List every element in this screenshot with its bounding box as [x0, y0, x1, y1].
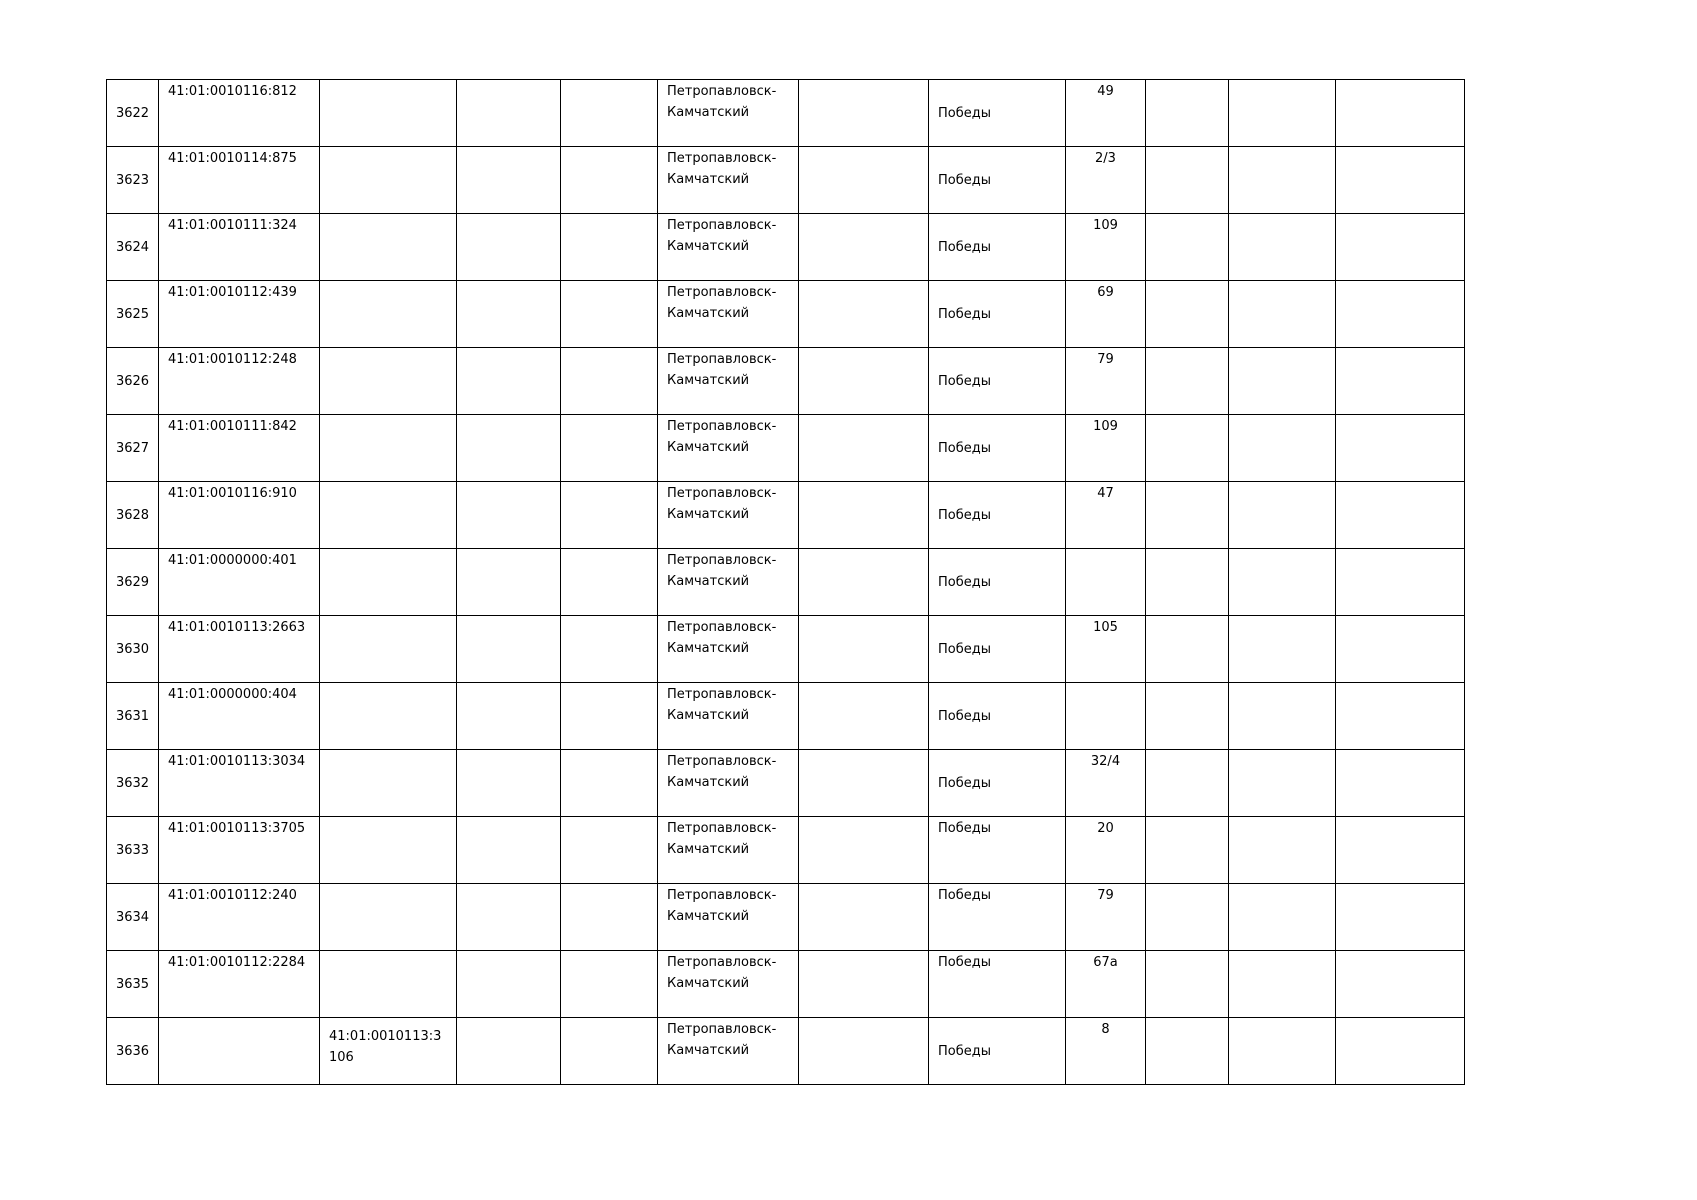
table-row	[107, 616, 1465, 683]
row-number: 3628	[115, 507, 150, 523]
empty-cell	[799, 750, 929, 817]
cadastral-number-cell	[159, 214, 320, 281]
empty-cell	[1146, 750, 1229, 817]
city-cell	[658, 549, 799, 616]
related-cadastral-number-cell	[320, 482, 457, 549]
empty-cell	[1229, 214, 1336, 281]
empty-cell	[1146, 817, 1229, 884]
city-name-line-1: Петропавловск-	[667, 352, 777, 367]
empty-cell	[1229, 683, 1336, 750]
house-number-cell	[1066, 1018, 1146, 1085]
table-row	[107, 348, 1465, 415]
registry-table	[106, 79, 1465, 1085]
row-number-cell	[107, 616, 159, 683]
row-number: 3635	[115, 976, 150, 992]
city-cell	[658, 482, 799, 549]
street-name: Победы	[938, 1043, 991, 1059]
row-number: 3623	[115, 172, 150, 188]
city-cell	[658, 214, 799, 281]
empty-cell	[561, 348, 658, 415]
empty-cell	[1146, 884, 1229, 951]
house-number-cell	[1066, 683, 1146, 750]
street-cell	[929, 616, 1066, 683]
street-cell	[929, 281, 1066, 348]
empty-cell	[1146, 1018, 1229, 1085]
table-row	[107, 549, 1465, 616]
house-number-cell	[1066, 348, 1146, 415]
city-name-line-1: Петропавловск-	[667, 687, 777, 702]
cadastral-number: 41:01:0010116:812	[168, 84, 297, 99]
street-cell	[929, 817, 1066, 884]
row-number: 3632	[115, 775, 150, 791]
house-number: 67а	[1093, 955, 1118, 970]
related-cadastral-number-cell	[320, 281, 457, 348]
empty-cell	[1336, 415, 1465, 482]
house-number-cell	[1066, 817, 1146, 884]
city-name-line-2: Камчатский	[667, 1043, 750, 1058]
street-cell	[929, 482, 1066, 549]
empty-cell	[1229, 549, 1336, 616]
related-cadastral-number-cell	[320, 549, 457, 616]
empty-cell	[799, 549, 929, 616]
cadastral-number: 41:01:0010111:842	[168, 419, 297, 434]
city-cell	[658, 884, 799, 951]
row-number-cell	[107, 884, 159, 951]
table-row	[107, 281, 1465, 348]
table-row	[107, 482, 1465, 549]
cadastral-number-cell	[159, 281, 320, 348]
street-name: Победы	[938, 373, 991, 389]
row-number: 3630	[115, 641, 150, 657]
related-cadastral-number-cell	[320, 348, 457, 415]
empty-cell	[1336, 683, 1465, 750]
city-name-line-2: Камчатский	[667, 373, 750, 388]
street-cell	[929, 348, 1066, 415]
table-row	[107, 951, 1465, 1018]
empty-cell	[799, 214, 929, 281]
city-name-line-1: Петропавловск-	[667, 419, 777, 434]
street-cell	[929, 1018, 1066, 1085]
empty-cell	[799, 616, 929, 683]
empty-cell	[1229, 147, 1336, 214]
house-number-cell	[1066, 951, 1146, 1018]
empty-cell	[1146, 348, 1229, 415]
house-number: 79	[1097, 888, 1114, 903]
cadastral-number-cell	[159, 817, 320, 884]
empty-cell	[561, 147, 658, 214]
empty-cell	[799, 80, 929, 147]
city-name-line-2: Камчатский	[667, 842, 750, 857]
empty-cell	[457, 415, 561, 482]
house-number: 105	[1093, 620, 1118, 635]
related-cadastral-number-cell	[320, 683, 457, 750]
city-cell	[658, 750, 799, 817]
row-number: 3631	[115, 708, 150, 724]
table-row	[107, 884, 1465, 951]
row-number-cell	[107, 281, 159, 348]
street-name: Победы	[938, 775, 991, 791]
empty-cell	[457, 482, 561, 549]
empty-cell	[1336, 884, 1465, 951]
empty-cell	[1146, 281, 1229, 348]
empty-cell	[457, 750, 561, 817]
house-number: 20	[1097, 821, 1114, 836]
row-number-cell	[107, 549, 159, 616]
house-number: 8	[1101, 1022, 1110, 1037]
row-number-cell	[107, 214, 159, 281]
cadastral-number-cell	[159, 616, 320, 683]
city-name-line-1: Петропавловск-	[667, 553, 777, 568]
empty-cell	[1229, 415, 1336, 482]
row-number-cell	[107, 147, 159, 214]
house-number-cell	[1066, 415, 1146, 482]
related-cadastral-number-cell	[320, 884, 457, 951]
empty-cell	[1146, 147, 1229, 214]
row-number: 3629	[115, 574, 150, 590]
related-cadastral-number-cell	[320, 214, 457, 281]
row-number: 3622	[115, 105, 150, 121]
empty-cell	[457, 281, 561, 348]
street-cell	[929, 147, 1066, 214]
row-number-cell	[107, 951, 159, 1018]
street-cell	[929, 80, 1066, 147]
empty-cell	[1229, 348, 1336, 415]
cadastral-number-cell	[159, 348, 320, 415]
cadastral-number: 41:01:0010113:2663	[168, 620, 306, 635]
house-number-cell	[1066, 750, 1146, 817]
related-cadastral-number-cell	[320, 80, 457, 147]
empty-cell	[1146, 80, 1229, 147]
cadastral-number-cell	[159, 482, 320, 549]
city-cell	[658, 616, 799, 683]
street-name: Победы	[938, 888, 991, 903]
empty-cell	[457, 1018, 561, 1085]
street-cell	[929, 683, 1066, 750]
house-number: 47	[1097, 486, 1114, 501]
empty-cell	[799, 415, 929, 482]
empty-cell	[457, 817, 561, 884]
cadastral-number-cell	[159, 147, 320, 214]
city-cell	[658, 817, 799, 884]
city-name-line-1: Петропавловск-	[667, 821, 777, 836]
city-name-line-1: Петропавловск-	[667, 754, 777, 769]
empty-cell	[1336, 147, 1465, 214]
house-number-cell	[1066, 147, 1146, 214]
street-name: Победы	[938, 708, 991, 724]
empty-cell	[457, 80, 561, 147]
table-row	[107, 1018, 1465, 1085]
row-number: 3625	[115, 306, 150, 322]
city-name-line-1: Петропавловск-	[667, 151, 777, 166]
street-name: Победы	[938, 105, 991, 121]
city-name-line-2: Камчатский	[667, 909, 750, 924]
street-name: Победы	[938, 306, 991, 322]
house-number: 2/3	[1095, 151, 1116, 166]
table-row	[107, 817, 1465, 884]
city-name-line-1: Петропавловск-	[667, 620, 777, 635]
row-number: 3624	[115, 239, 150, 255]
empty-cell	[1229, 80, 1336, 147]
empty-cell	[1336, 951, 1465, 1018]
empty-cell	[1336, 616, 1465, 683]
city-name-line-2: Камчатский	[667, 172, 750, 187]
empty-cell	[561, 415, 658, 482]
house-number-cell	[1066, 281, 1146, 348]
house-number-cell	[1066, 80, 1146, 147]
empty-cell	[1336, 549, 1465, 616]
street-cell	[929, 750, 1066, 817]
empty-cell	[1336, 1018, 1465, 1085]
house-number: 109	[1093, 218, 1118, 233]
empty-cell	[1336, 817, 1465, 884]
empty-cell	[561, 616, 658, 683]
row-number-cell	[107, 750, 159, 817]
house-number: 49	[1097, 84, 1114, 99]
city-cell	[658, 415, 799, 482]
table-row	[107, 415, 1465, 482]
empty-cell	[1229, 616, 1336, 683]
city-name-line-1: Петропавловск-	[667, 1022, 777, 1037]
cadastral-number-cell	[159, 80, 320, 147]
empty-cell	[1229, 817, 1336, 884]
related-cadastral-number-cell	[320, 1018, 457, 1085]
table-row	[107, 750, 1465, 817]
city-name-line-2: Камчатский	[667, 641, 750, 656]
house-number-cell	[1066, 214, 1146, 281]
empty-cell	[1336, 281, 1465, 348]
row-number-cell	[107, 1018, 159, 1085]
row-number-cell	[107, 415, 159, 482]
empty-cell	[1336, 750, 1465, 817]
city-cell	[658, 80, 799, 147]
empty-cell	[1229, 884, 1336, 951]
city-cell	[658, 1018, 799, 1085]
house-number: 32/4	[1090, 754, 1121, 769]
city-cell	[658, 348, 799, 415]
empty-cell	[561, 549, 658, 616]
city-name-line-2: Камчатский	[667, 306, 750, 321]
street-name: Победы	[938, 641, 991, 657]
empty-cell	[1229, 750, 1336, 817]
row-number-cell	[107, 683, 159, 750]
related-cadastral-number-cell	[320, 817, 457, 884]
street-name: Победы	[938, 239, 991, 255]
cadastral-number: 41:01:0010112:240	[168, 888, 297, 903]
city-name-line-2: Камчатский	[667, 507, 750, 522]
cadastral-number-cell	[159, 750, 320, 817]
table-row	[107, 80, 1465, 147]
row-number-cell	[107, 817, 159, 884]
city-name-line-2: Камчатский	[667, 440, 750, 455]
row-number-cell	[107, 482, 159, 549]
empty-cell	[457, 884, 561, 951]
city-name-line-2: Камчатский	[667, 775, 750, 790]
empty-cell	[457, 951, 561, 1018]
row-number-cell	[107, 348, 159, 415]
cadastral-number-cell	[159, 951, 320, 1018]
house-number-cell	[1066, 884, 1146, 951]
table-row	[107, 683, 1465, 750]
cadastral-number: 41:01:0010113:3034	[168, 754, 306, 769]
empty-cell	[561, 884, 658, 951]
cadastral-number-cell	[159, 549, 320, 616]
city-name-line-1: Петропавловск-	[667, 218, 777, 233]
street-cell	[929, 951, 1066, 1018]
empty-cell	[799, 281, 929, 348]
house-number-cell	[1066, 549, 1146, 616]
empty-cell	[457, 214, 561, 281]
street-cell	[929, 884, 1066, 951]
street-name: Победы	[938, 172, 991, 188]
related-cadastral-number-cell	[320, 750, 457, 817]
table-row	[107, 147, 1465, 214]
street-name: Победы	[938, 440, 991, 456]
cadastral-number: 41:01:0010111:324	[168, 218, 297, 233]
empty-cell	[1146, 415, 1229, 482]
cadastral-number: 41:01:0010112:2284	[168, 955, 306, 970]
empty-cell	[1336, 214, 1465, 281]
empty-cell	[799, 817, 929, 884]
street-name: Победы	[938, 821, 991, 836]
table-body	[107, 80, 1465, 1085]
cadastral-number-cell	[159, 1018, 320, 1085]
empty-cell	[1336, 482, 1465, 549]
street-cell	[929, 214, 1066, 281]
empty-cell	[1146, 951, 1229, 1018]
empty-cell	[799, 683, 929, 750]
related-cadastral-number: 41:01:0010113:3106	[329, 1029, 442, 1065]
city-cell	[658, 951, 799, 1018]
table-row	[107, 214, 1465, 281]
cadastral-number: 41:01:0010114:875	[168, 151, 297, 166]
cadastral-number: 41:01:0000000:404	[168, 687, 297, 702]
related-cadastral-number-cell	[320, 147, 457, 214]
cadastral-number: 41:01:0010112:439	[168, 285, 297, 300]
city-name-line-1: Петропавловск-	[667, 84, 777, 99]
empty-cell	[799, 482, 929, 549]
cadastral-number-cell	[159, 683, 320, 750]
empty-cell	[561, 750, 658, 817]
empty-cell	[1146, 549, 1229, 616]
empty-cell	[799, 951, 929, 1018]
row-number: 3627	[115, 440, 150, 456]
house-number: 79	[1097, 352, 1114, 367]
city-name-line-1: Петропавловск-	[667, 486, 777, 501]
row-number-cell	[107, 80, 159, 147]
street-name: Победы	[938, 955, 991, 970]
empty-cell	[457, 616, 561, 683]
related-cadastral-number-cell	[320, 415, 457, 482]
city-name-line-2: Камчатский	[667, 976, 750, 991]
cadastral-number: 41:01:0010116:910	[168, 486, 297, 501]
empty-cell	[561, 281, 658, 348]
row-number: 3634	[115, 909, 150, 925]
cadastral-number: 41:01:0010113:3705	[168, 821, 306, 836]
city-name-line-1: Петропавловск-	[667, 285, 777, 300]
street-name: Победы	[938, 507, 991, 523]
empty-cell	[799, 147, 929, 214]
empty-cell	[561, 214, 658, 281]
street-cell	[929, 549, 1066, 616]
empty-cell	[799, 348, 929, 415]
empty-cell	[561, 683, 658, 750]
empty-cell	[1229, 1018, 1336, 1085]
empty-cell	[561, 951, 658, 1018]
empty-cell	[457, 147, 561, 214]
city-name-line-2: Камчатский	[667, 239, 750, 254]
empty-cell	[457, 549, 561, 616]
row-number: 3633	[115, 842, 150, 858]
empty-cell	[457, 683, 561, 750]
empty-cell	[457, 348, 561, 415]
cadastral-number-cell	[159, 884, 320, 951]
city-cell	[658, 683, 799, 750]
house-number: 109	[1093, 419, 1118, 434]
cadastral-number-cell	[159, 415, 320, 482]
house-number-cell	[1066, 616, 1146, 683]
empty-cell	[1146, 214, 1229, 281]
empty-cell	[1146, 616, 1229, 683]
empty-cell	[561, 1018, 658, 1085]
cadastral-number: 41:01:0010112:248	[168, 352, 297, 367]
empty-cell	[1146, 482, 1229, 549]
related-cadastral-number-cell	[320, 951, 457, 1018]
empty-cell	[1146, 683, 1229, 750]
city-cell	[658, 281, 799, 348]
empty-cell	[1229, 951, 1336, 1018]
empty-cell	[561, 482, 658, 549]
empty-cell	[1229, 281, 1336, 348]
house-number: 69	[1097, 285, 1114, 300]
empty-cell	[799, 1018, 929, 1085]
street-name: Победы	[938, 574, 991, 590]
city-name-line-2: Камчатский	[667, 708, 750, 723]
empty-cell	[561, 817, 658, 884]
cadastral-number: 41:01:0000000:401	[168, 553, 297, 568]
empty-cell	[799, 884, 929, 951]
empty-cell	[1336, 348, 1465, 415]
empty-cell	[1336, 80, 1465, 147]
street-cell	[929, 415, 1066, 482]
row-number: 3626	[115, 373, 150, 389]
empty-cell	[561, 80, 658, 147]
row-number: 3636	[115, 1043, 150, 1059]
city-name-line-2: Камчатский	[667, 105, 750, 120]
related-cadastral-number-cell	[320, 616, 457, 683]
city-name-line-1: Петропавловск-	[667, 955, 777, 970]
house-number-cell	[1066, 482, 1146, 549]
city-name-line-2: Камчатский	[667, 574, 750, 589]
empty-cell	[1229, 482, 1336, 549]
city-name-line-1: Петропавловск-	[667, 888, 777, 903]
city-cell	[658, 147, 799, 214]
